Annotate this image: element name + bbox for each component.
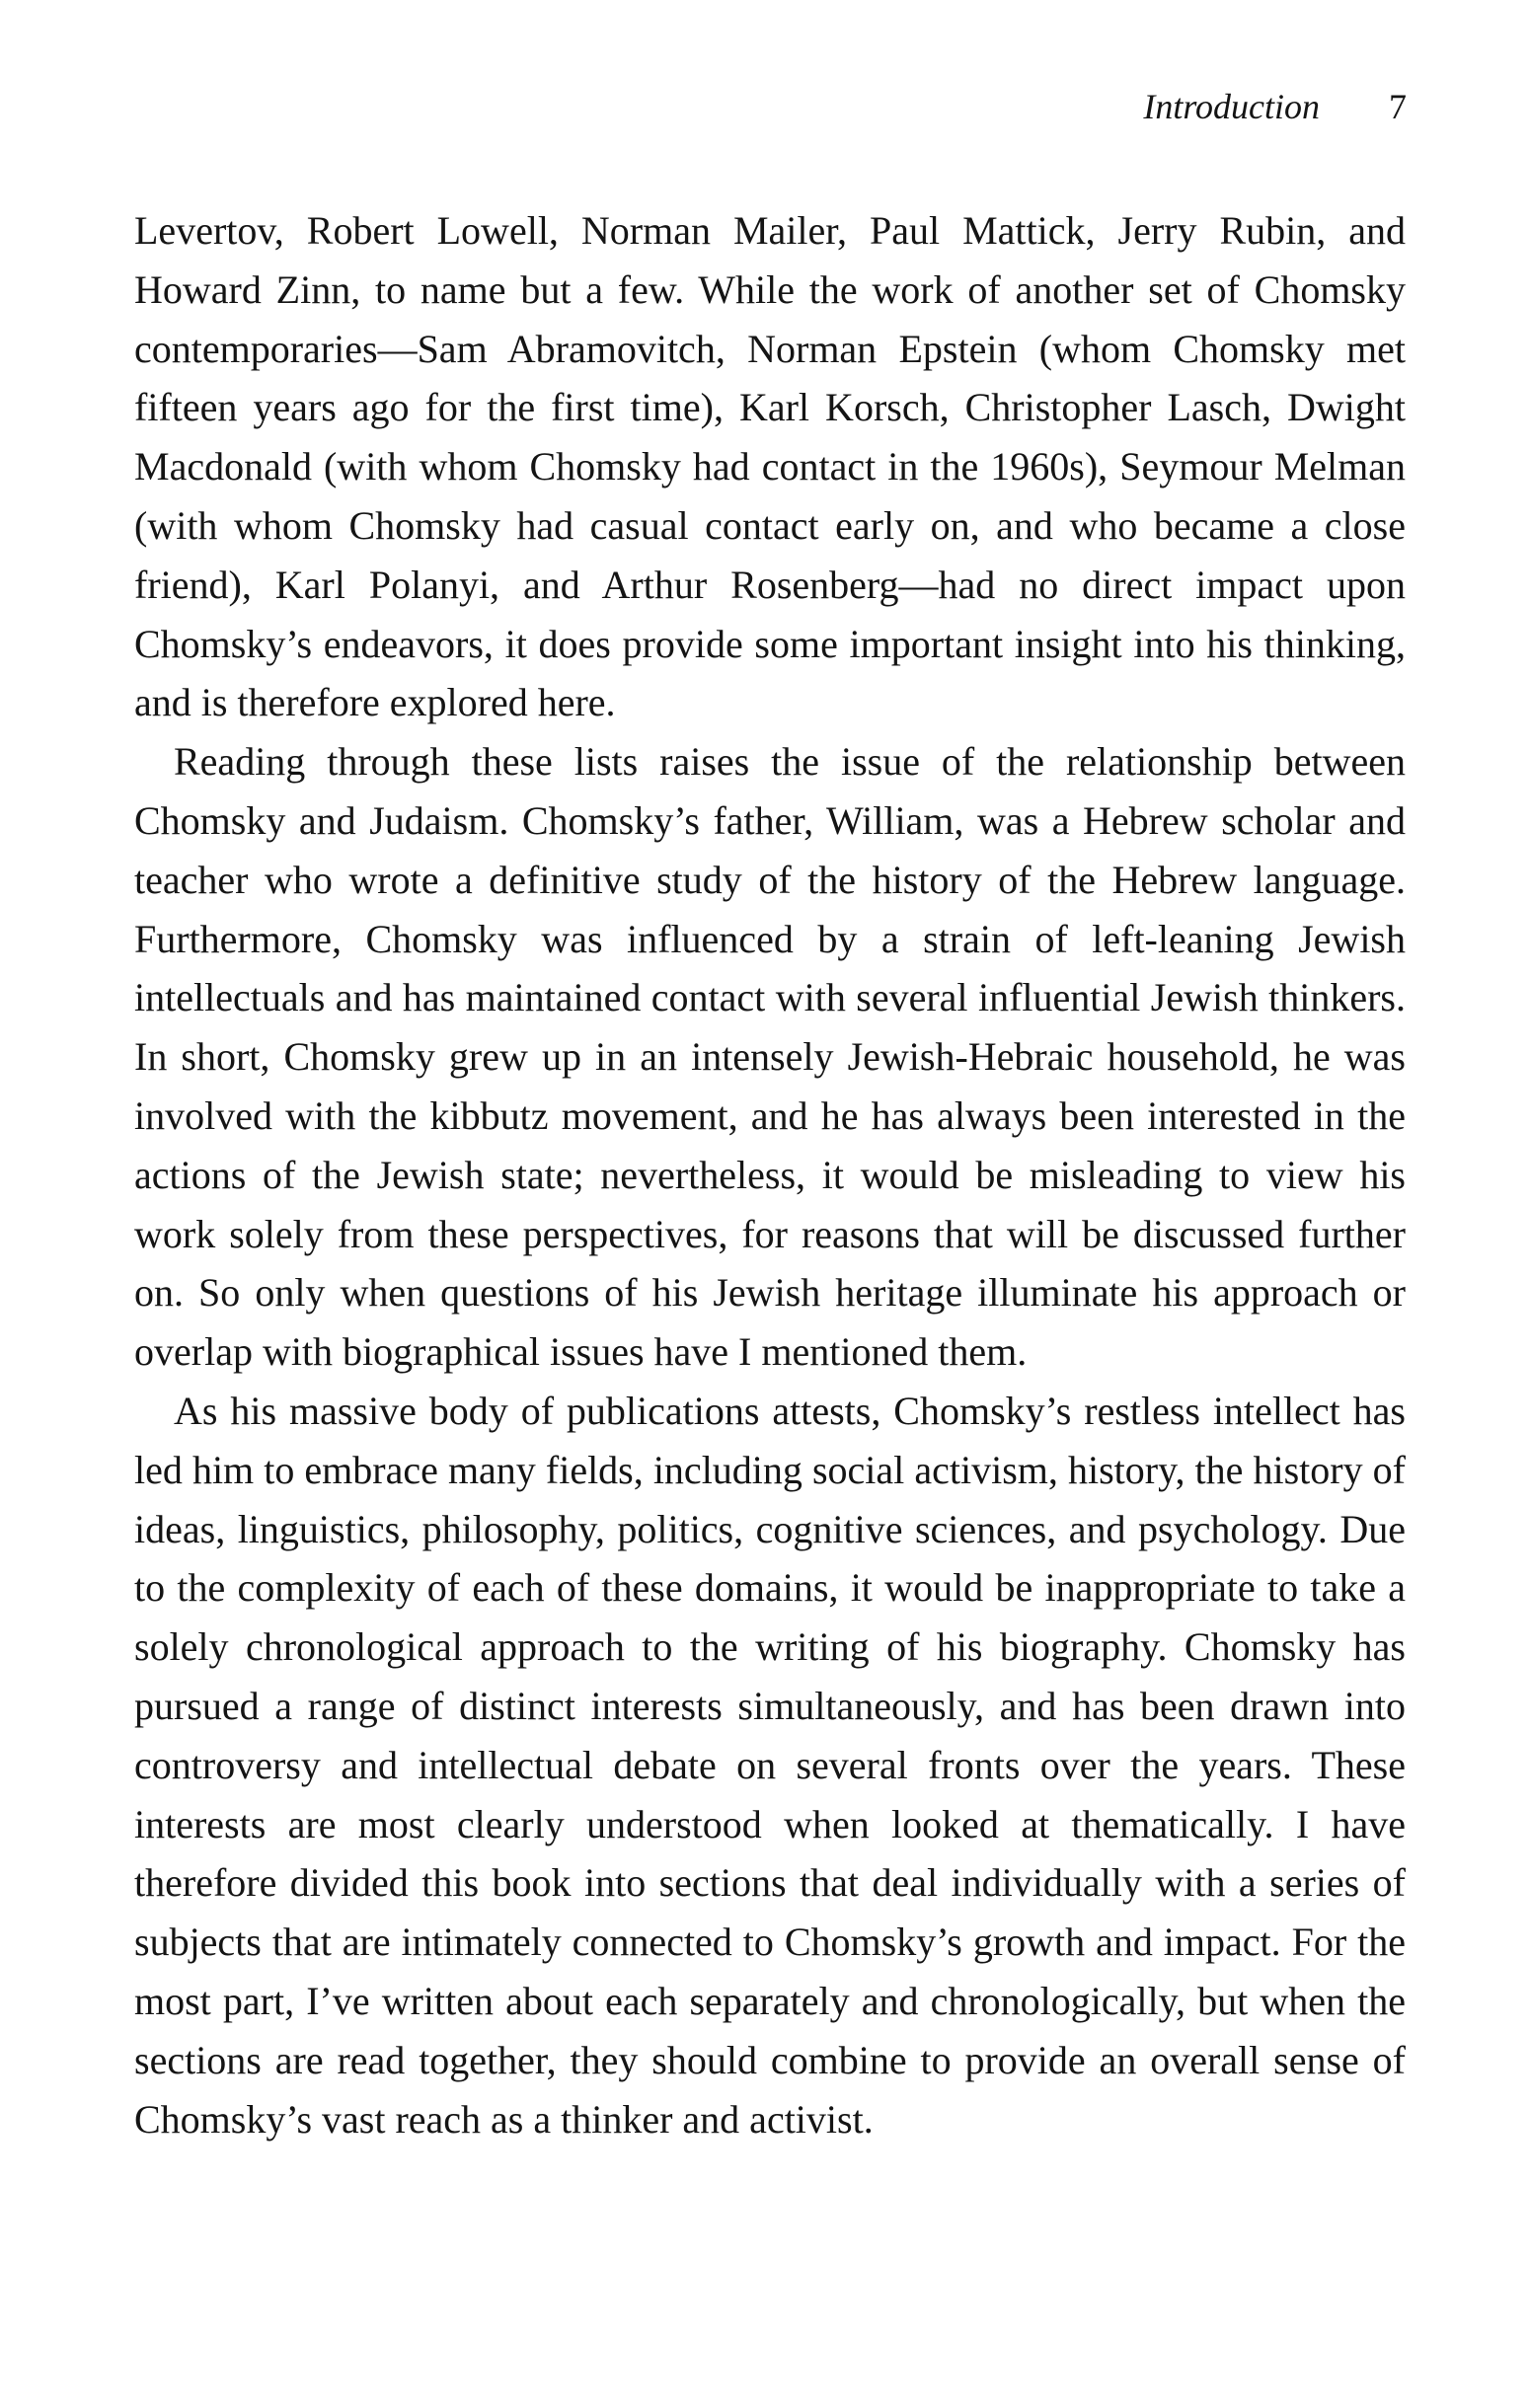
paragraph-1: Levertov, Robert Lowell, Norman Mailer, Paul Mattick, Jerry Rubin, and Howard Zinn, to name but a few. While the work of another set of Chomsky contemporaries—Sam Abramovitch, Norman Epstein (whom Chomsky met fifteen years ago for the first time), Karl Korsch, Christopher Lasch, Dwight Macdonald (with whom Chomsky had contact in the 1960s), Seymour Melman (with whom Chomsky had casual contact early on, and who became a close friend), Karl Polanyi, and Arthur Rosenberg—had no direct impact upon Chomsky’s endeavors, it does provide some important insight into his thinking, and is therefore explored here. bbox=[134, 208, 1406, 725]
page-number: 7 bbox=[1389, 87, 1407, 126]
paragraph-3: As his massive body of publications attests, Chomsky’s restless intellect has led him to embrace many fields, including social activism, history, the history of ideas, linguistics, philosophy, politics, cognitive sciences, and psychology. Due to the complexity of each of these domains, it would be inappropriate to take a solely chronological approach to the writing of his biography. Chomsky has pursued a range of distinct interests simultaneously, and has been drawn into controversy and intellectual debate on several fronts over the years. These interests are most clearly understood when looked at thematically. I have therefore divided this book into sections that deal individually with a series of subjects that are intimately connected to Chomsky’s growth and impact. For the most part, I’ve written about each separately and chronologically, but when the sections are read together, they should combine to provide an overall sense of Chomsky’s vast reach as a thinker and activist. bbox=[134, 1388, 1406, 2142]
running-head bbox=[1143, 87, 1407, 126]
body-text bbox=[134, 201, 1406, 2148]
paragraph-2: Reading through these lists raises the issue of the relationship between Chomsky and Judaism. Chomsky’s father, William, was a Hebrew scholar and teacher who wrote a definitive study of the history of the Hebrew language. Furthermore, Chomsky was influenced by a strain of left-leaning Jewish intellectuals and has maintained contact with several influential Jewish thinkers. In short, Chomsky grew up in an intensely Jewish-Hebraic household, he was involved with the kibbutz movement, and he has always been interested in the actions of the Jewish state; nevertheless, it would be misleading to view his work solely from these perspectives, for reasons that will be discussed further on. So only when questions of his Jewish heritage illuminate his approach or overlap with biographical issues have I mentioned them. bbox=[134, 739, 1406, 1375]
running-head-title: Introduction bbox=[1143, 87, 1320, 126]
